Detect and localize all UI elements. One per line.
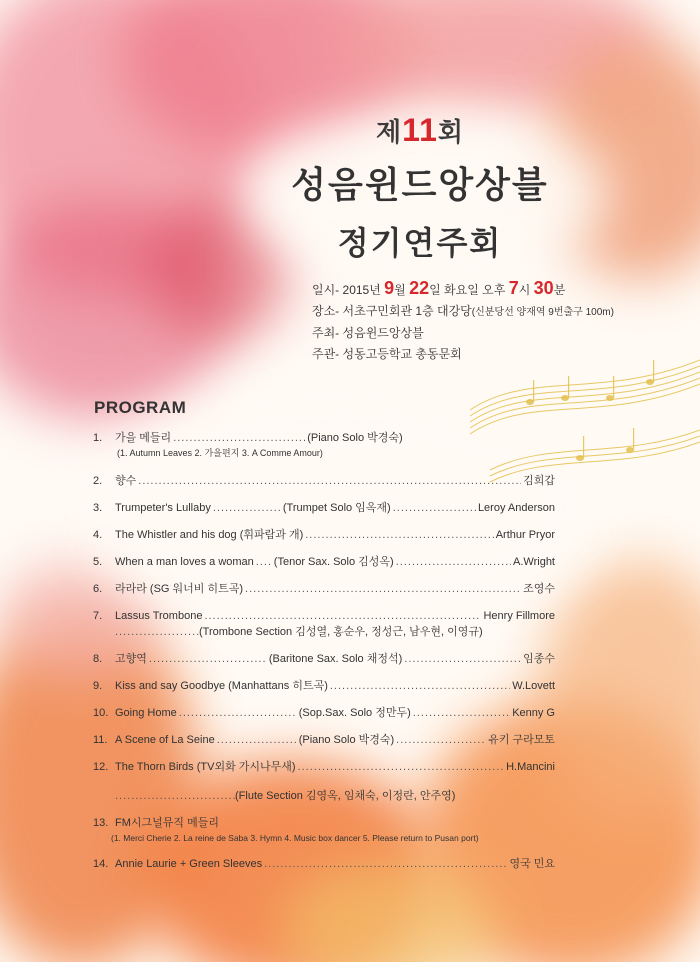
program-item-cont: ..... (Flute Section 김영옥, 임채숙, 이정란, 안주영)	[93, 788, 555, 804]
program-item: 12. The Thorn Birds (TV외화 가시나무새) ..... H.Mancini	[93, 759, 555, 775]
ensemble-name: 성음윈드앙상블	[291, 164, 549, 205]
program-item: 10. Going Home ..... (Sop.Sax. Solo 정만두) ..... Kenny G	[93, 705, 555, 721]
program-item: 4. The Whistler and his dog (휘파람과 개) ..... Arthur Pryor	[93, 527, 555, 543]
venue-line: 장소- 서초구민회관 1층 대강당(신분당선 양재역 9번출구 100m)	[312, 304, 614, 318]
edition-title: 제11회	[375, 112, 465, 148]
event-info	[312, 278, 614, 365]
program-item: 7. Lassus Trombone ..... Henry Fillmore	[93, 608, 555, 624]
program-item: 2. 향수 ..... 김희갑	[93, 473, 555, 489]
program-item: 3. Trumpeter's Lullaby ..... (Trumpet Solo 임옥재) ..... Leroy Anderson	[93, 500, 555, 516]
program-item: 1. 가을 메들리 ..... (Piano Solo 박경숙)	[93, 430, 555, 446]
program-item: 9. Kiss and say Goodbye (Manhattans 히트곡) ..... W.Lovett	[93, 678, 555, 694]
program-item-sub: (1. Merci Cherie 2. La reine de Saba 3. Hymn 4. Music box dancer 5. Please return to Pusan port)	[111, 833, 479, 843]
title-block	[230, 112, 610, 264]
date-line: 일시- 2015년 9월 22일 화요일 오후 7시 30분	[312, 278, 566, 298]
organizer-line: 주관- 성동고등학교 총동문회	[312, 347, 462, 361]
program-item-cont: ..... (Trombone Section 김성열, 홍순우, 정성근, 남우현, 이영규)	[93, 624, 555, 640]
program-list	[93, 430, 555, 872]
program-item: 11. A Scene of La Seine ..... (Piano Solo 박경숙) ..... 유키 구라모토	[93, 732, 555, 748]
event-name: 정기연주회	[337, 225, 503, 261]
program-item: 13. FM시그널뮤직 메들리	[93, 817, 219, 829]
program-heading: PROGRAM	[94, 398, 187, 417]
program-item-sub: (1. Autumn Leaves 2. 가을편지 3. A Comme Amour)	[117, 448, 323, 458]
host-line: 주최- 성음윈드앙상블	[312, 326, 424, 340]
program-item: 8. 고향역 ..... (Baritone Sax. Solo 채정석) ..... 임종수	[93, 651, 555, 667]
program-item: 14. Annie Laurie + Green Sleeves ..... 영국 민요	[93, 856, 555, 872]
program-item: 6. 라라라 (SG 워너비 히트곡) ..... 조영수	[93, 581, 555, 597]
edition-number: 11	[402, 112, 438, 148]
program-item: 5. When a man loves a woman ..... (Tenor Sax. Solo 김성옥) ..... A.Wright	[93, 554, 555, 570]
